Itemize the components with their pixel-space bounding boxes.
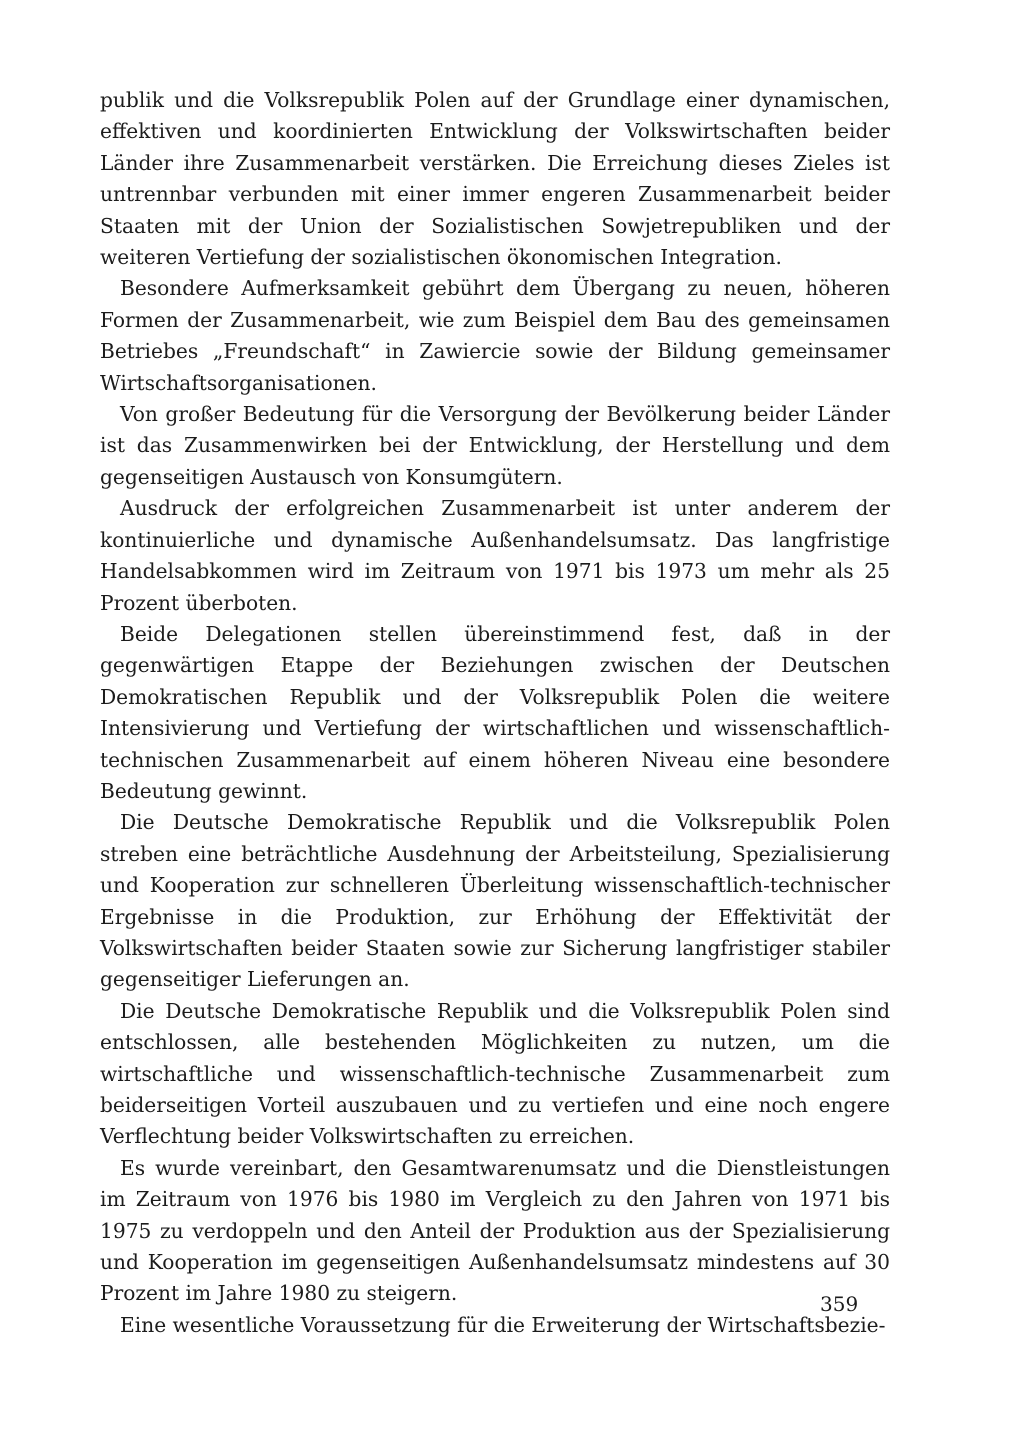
paragraph: Die Deutsche Demokratische Republik und die Volksrepublik Polen sind entschlossen, alle bestehenden Möglichkeiten zu nutzen, um die wirtschaftliche und wissenschaftlich-technische Zusammenarbeit zum beiderseitigen Vorteil auszubauen und zu vertiefen und eine noch engere Verflechtung beider Volkswirtschaften zu erreichen. bbox=[100, 998, 890, 1149]
body-text bbox=[100, 85, 890, 1341]
paragraph: Die Deutsche Demokratische Republik und die Volksrepublik Polen streben eine beträchtliche Ausdehnung der Arbeitsteilung, Spezialisierung und Kooperation zur schnelleren Überleitung wissenschaftlich-technischer Ergebnisse in die Produktion, zur Erhöhung der Effektivität der Volkswirtschaften beider Staaten sowie zur Sicherung langfristiger stabiler gegenseitiger Lieferungen an. bbox=[100, 810, 890, 992]
paragraph: Es wurde vereinbart, den Gesamtwarenumsatz und die Dienstleistungen im Zeitraum von 1976 bis 1980 im Vergleich zu den Jahren von 1971 bis 1975 zu verdoppeln und den Anteil der Produktion aus der Spezialisierung und Kooperation im gegenseitigen Außenhandelsumsatz mindestens auf 30 Prozent im Jahre 1980 zu steigern. bbox=[100, 1155, 890, 1306]
paragraph: Beide Delegationen stellen übereinstimmend fest, daß in der gegenwärtigen Etappe der Beziehungen zwischen der Deutschen Demokratischen Republik und der Volksrepublik Polen die weitere Intensivierung und Vertiefung der wirtschaftlichen und wissenschaftlich-technischen Zusammenarbeit auf einem höheren Niveau eine besondere Bedeutung gewinnt. bbox=[100, 621, 890, 803]
paragraph: Ausdruck der erfolgreichen Zusammenarbeit ist unter anderem der kontinuierliche und dynamische Außenhandelsumsatz. Das langfristige Handelsabkommen wird im Zeitraum von 1971 bis 1973 um mehr als 25 Prozent überboten. bbox=[100, 496, 890, 615]
paragraph: publik und die Volksrepublik Polen auf der Grundlage einer dynamischen, effektiven und koordinierten Entwicklung der Volkswirtschaften beider Länder ihre Zusammenarbeit verstärken. Die Erreichung dieses Zieles ist untrennbar verbunden mit einer immer engeren Zusammenarbeit beider Staaten mit der Union der Sozialistischen Sowjetrepubliken und der weiteren Vertiefung der sozialistischen ökonomischen Integration. bbox=[100, 88, 890, 270]
paragraph: Besondere Aufmerksamkeit gebührt dem Übergang zu neuen, höheren Formen der Zusammenarbeit, wie zum Beispiel dem Bau des gemeinsamen Betriebes „Freundschaft“ in Zawiercie sowie der Bildung gemeinsamer Wirtschaftsorganisationen. bbox=[100, 276, 890, 395]
paragraph: Von großer Bedeutung für die Versorgung der Bevölkerung beider Länder ist das Zusammenwirken bei der Entwicklung, der Herstellung und dem gegenseitigen Austausch von Konsumgütern. bbox=[100, 402, 890, 489]
paragraph: Eine wesentliche Voraussetzung für die Erweiterung der Wirtschaftsbezie- bbox=[120, 1312, 886, 1337]
page-number: 359 bbox=[820, 1292, 859, 1316]
